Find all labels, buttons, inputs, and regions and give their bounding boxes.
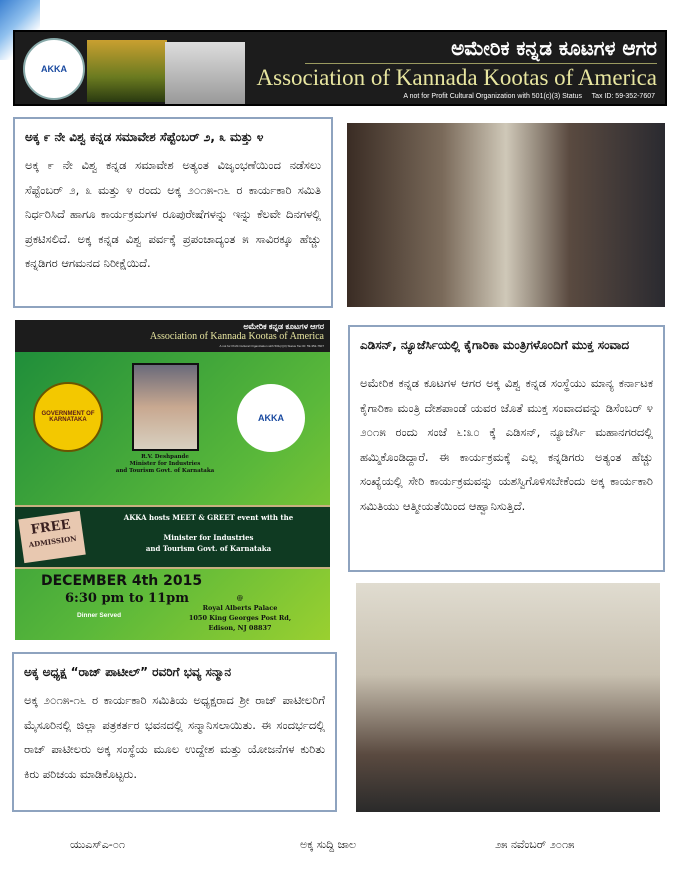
article-edison xyxy=(348,325,665,572)
article-felicitation xyxy=(12,652,337,812)
venue-address: 1050 King Georges Post Rd, xyxy=(188,614,292,622)
dinner-note: Dinner Served xyxy=(77,612,122,619)
minister-caption xyxy=(95,454,235,475)
article-title: ಅಕ್ಕ ಅಧ್ಯಕ್ಷ “ರಾಜ್ ಪಾಟೀಲ್” ರವರಿಗೆ ಭವ್ಯ ಸನ್ಮಾನ xyxy=(24,665,232,679)
divider xyxy=(305,63,657,64)
vidhana-soudha-image xyxy=(87,40,167,102)
footer-date: ೨೫ ನವೆಂಬರ್ ೨೦೧೫ xyxy=(495,838,575,851)
logo-text: AKKA xyxy=(41,64,67,74)
footer-issue: ಯುಎಸ್ಎ-೦೧ xyxy=(70,838,126,851)
venue-name: Royal Alberts Palace xyxy=(202,604,278,612)
article-body: ಅಕ್ಕ ೨೦೧೫-೧೬ ರ ಕಾರ್ಯಕಾರಿ ಸಮಿತಿಯ ಅಧ್ಯಕ್ಷರಾದ ಶ್ರೀ ರಾಜ್ ಪಾಟೀಲರಿಗೆ ಮೈಸೂರಿನಲ್ಲಿ ಜಿಲ್ಲಾ ಪತ್ರಕರ್ತರ ಭವನದಲ್ಲಿ ಸನ್ಮಾನಿಸಲಾಯಿತು. ಈ ಸಂದರ್ಭದಲ್ಲಿ ರಾಜ್ ಪಾಟೀಲರು ಅಕ್ಕ ಸಂಸ್ಥೆಯ ಮೂಲ ಉದ್ದೇಶ ಮತ್ತು ಯೋಜನೆಗಳ ಕುರಿತು ಕಿರು ಪರಿಚಯ ಮಾಡಿಕೊಟ್ಟರು. xyxy=(24,693,325,781)
karnataka-seal xyxy=(33,382,103,452)
minister-title: Minister for Industries xyxy=(129,461,201,467)
seal-text: GOVERNMENT OF KARNATAKA xyxy=(41,411,95,423)
title-kannada: ಅಮೇರಿಕ ಕನ್ನಡ ಕೂಟಗಳ ಆಗರ xyxy=(451,36,657,60)
capitol-image xyxy=(165,42,245,104)
at-sign: @ xyxy=(236,594,244,602)
article-title: ಎಡಿಸನ್, ನ್ಯೂಜೆರ್ಸಿಯಲ್ಲಿ ಕೈಗಾರಿಕಾ ಮಂತ್ರಿಗಳೊಂದಿಗೆ ಮುಕ್ತ ಸಂವಾದ xyxy=(360,338,630,352)
event-flyer xyxy=(15,320,330,640)
masthead-banner xyxy=(13,30,667,106)
minister-name: R.V. Deshpande xyxy=(141,454,189,460)
venue-address: Edison, NJ 08837 xyxy=(208,624,272,632)
akka-logo xyxy=(237,384,305,452)
article-body: ಅಮೇರಿಕ ಕನ್ನಡ ಕೂಟಗಳ ಆಗರ ಅಕ್ಕ ವಿಶ್ವ ಕನ್ನಡ ಸಂಸ್ಥೆಯು ಮಾನ್ಯ ಕರ್ನಾಟಕ ಕೈಗಾರಿಕಾ ಮಂತ್ರಿ ದೇಶಪಾಂಡೆ ಯವರ ಜೊತೆ ಮುಕ್ತ ಸಂವಾದವನ್ನು ಡಿಸೆಂಬರ್ ೪ ೨೦೧೫ ರಂದು ಸಂಜೆ ೬:೩೦ ಕ್ಕೆ ಎಡಿಸನ್, ನ್ಯೂಜೆರ್ಸಿ ಮಹಾನಗರದಲ್ಲಿ ಹಮ್ಮಿಕೊಂಡಿದ್ದಾರೆ. ಈ ಕಾರ್ಯಕ್ರಮಕ್ಕೆ ಎಲ್ಲ ಕನ್ನಡಿಗರು ಅತ್ಯಂತ ಹೆಚ್ಚು ಸಂಖ್ಯೆಯಲ್ಲಿ ಸೇರಿ ಕಾರ್ಯಕ್ರಮವನ್ನು ಯಶಸ್ವಿಗೊಳಿಸಬೇಕೆಂದು ಅಕ್ಕ ಕಾರ್ಯಕಾರಿ ಸಮಿತಿಯು ಆತ್ಮೀಯತೆಯಿಂದ ಆಹ್ವಾನಿಸುತ್ತಿದೆ. xyxy=(360,376,653,513)
article-convention xyxy=(13,117,333,308)
footer-title: ಅಕ್ಕ ಸುದ್ದಿ ಜಾಲ xyxy=(300,838,357,851)
ticket-free: FREE xyxy=(29,517,72,538)
band-line: Minister for Industries xyxy=(163,533,254,542)
band-line: and Tourism Govt. of Karnataka xyxy=(145,544,272,553)
article-body: ಅಕ್ಕ ೯ ನೇ ವಿಶ್ವ ಕನ್ನಡ ಸಮಾವೇಶ ಅತ್ಯಂತ ವಿಜೃಂಭಣೆಯಿಂದ ನಡೆಸಲು ಸೆಪ್ಟೆಂಬರ್ ೨, ೩ ಮತ್ತು ೪ ರಂದು ಅಕ್ಕ ೨೦೧೫-೧೬ ರ ಕಾರ್ಯಕಾರಿ ಸಮಿತಿ ನಿರ್ಧರಿಸಿದೆ ಹಾಗೂ ಕಾರ್ಯಕ್ರಮಗಳ ರೂಪುರೇಷೆಗಳನ್ನು ಇನ್ನು ಕೆಲವೇ ದಿನಗಳಲ್ಲಿ ಪ್ರಕಟಿಸಲಿದೆ. ಅಕ್ಕ ಕನ್ನಡ ವಿಶ್ವ ಪರ್ವಕ್ಕೆ ಪ್ರಪಂಚಾದ್ಯಂತ ೫ ಸಾವಿರಕ್ಕೂ ಹೆಚ್ಚು ಕನ್ನಡಿಗರ ಆಗಮನದ ನಿರೀಕ್ಷೆಯಿದೆ. xyxy=(25,158,321,270)
subtitle: A not for Profit Cultural Organization with 501(c)(3) Status Tax ID: 59-352-7607 xyxy=(403,93,655,100)
flyer-header xyxy=(15,320,330,352)
event-date: DECEMBER 4th 2015 xyxy=(41,573,203,589)
flyer-subtitle: A not for Profit Cultural Organization with 501(c)(3) Status Tax ID: 59-352-7607 xyxy=(219,344,324,348)
article-title: ಅಕ್ಕ ೯ ನೇ ವಿಶ್ವ ಕನ್ನಡ ಸಮಾವೇಶ ಸೆಪ್ಟೆಂಬರ್ ೨, ೩ ಮತ್ತು ೪ xyxy=(25,130,264,144)
logo-text: AKKA xyxy=(258,413,284,423)
event-venue xyxy=(165,593,315,633)
title-english: Association of Kannada Kootas of America xyxy=(256,65,657,90)
event-band xyxy=(15,505,330,569)
band-line: AKKA hosts MEET & GREET event with the xyxy=(123,513,294,522)
minister-title: and Tourism Govt. of Karnataka xyxy=(115,468,215,474)
ticket-admission: ADMISSION xyxy=(28,533,78,550)
group-photo-minister xyxy=(347,123,665,307)
flyer-title-kannada: ಅಮೇರಿಕ ಕನ್ನಡ ಕೂಟಗಳ ಆಗರ xyxy=(243,322,324,331)
akka-logo xyxy=(23,38,85,100)
free-admission-ticket xyxy=(18,511,86,563)
flyer-title-english: Association of Kannada Kootas of America xyxy=(149,331,324,342)
event-time: 6:30 pm to 11pm xyxy=(65,591,189,606)
felicitation-photo xyxy=(356,583,660,812)
minister-portrait xyxy=(132,363,199,451)
